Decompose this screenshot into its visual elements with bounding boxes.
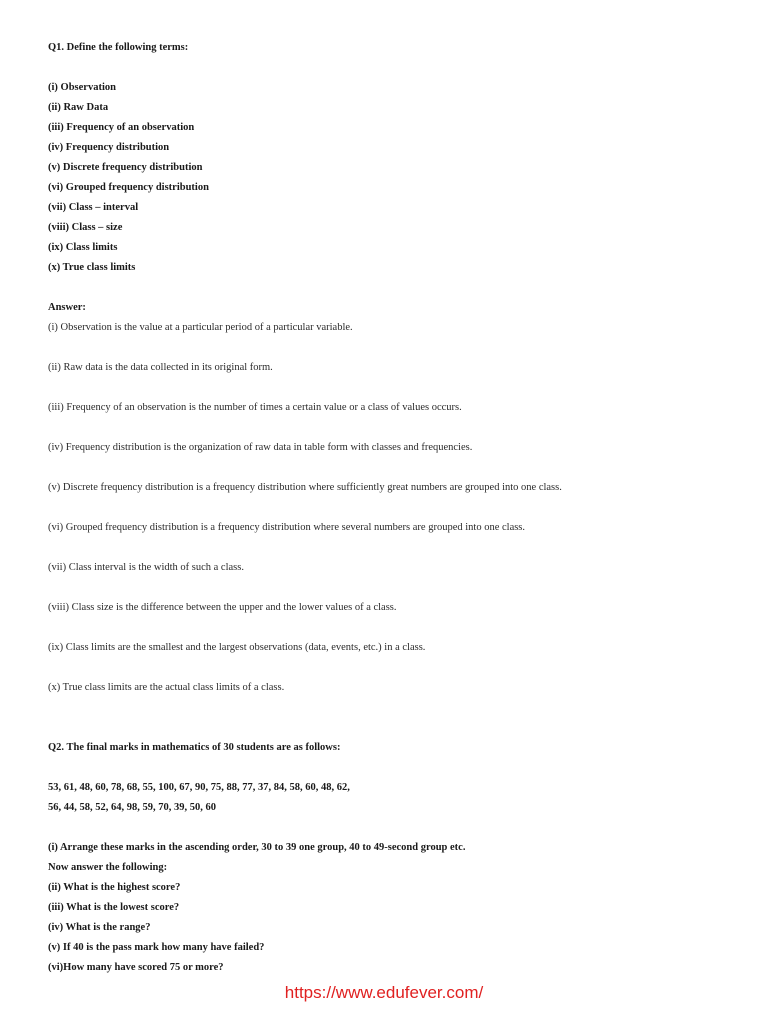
q2-question: (vi)How many have scored 75 or more? bbox=[48, 962, 224, 973]
footer bbox=[0, 983, 768, 1003]
q2-title: Q2. The final marks in mathematics of 30 students are as follows: bbox=[48, 742, 341, 753]
q1-term: (iv) Frequency distribution bbox=[48, 142, 170, 153]
q2-question: (iv) What is the range? bbox=[48, 922, 151, 933]
q1-title: Q1. Define the following terms: bbox=[48, 42, 189, 53]
answer-label: Answer: bbox=[48, 302, 86, 313]
document-page bbox=[48, 38, 738, 978]
q2-marks-line: 56, 44, 58, 52, 64, 98, 59, 70, 39, 50, 60 bbox=[48, 802, 216, 813]
q1-term: (viii) Class – size bbox=[48, 222, 123, 233]
q2-question: (ii) What is the highest score? bbox=[48, 882, 181, 893]
q1-term: (i) Observation bbox=[48, 82, 116, 93]
answer-line: (ix) Class limits are the smallest and the largest observations (data, events, etc.) in a class. bbox=[48, 642, 426, 653]
answer-line: (i) Observation is the value at a particular period of a particular variable. bbox=[48, 322, 353, 333]
answer-line: (iii) Frequency of an observation is the number of times a certain value or a class of values occurs. bbox=[48, 402, 462, 413]
q1-term: (x) True class limits bbox=[48, 262, 136, 273]
q1-term: (vi) Grouped frequency distribution bbox=[48, 182, 209, 193]
q1-term: (iii) Frequency of an observation bbox=[48, 122, 195, 133]
q1-term: (ii) Raw Data bbox=[48, 102, 109, 113]
answer-line: (v) Discrete frequency distribution is a frequency distribution where sufficiently great numbers are grouped into one class. bbox=[48, 482, 562, 493]
answer-line: (viii) Class size is the difference between the upper and the lower values of a class. bbox=[48, 602, 397, 613]
q2-question: (v) If 40 is the pass mark how many have failed? bbox=[48, 942, 265, 953]
q2-question: (iii) What is the lowest score? bbox=[48, 902, 180, 913]
answer-line: (vi) Grouped frequency distribution is a frequency distribution where several numbers are grouped into one class. bbox=[48, 522, 526, 533]
answer-line: (ii) Raw data is the data collected in its original form. bbox=[48, 362, 273, 373]
footer-url-link[interactable]: https://www.edufever.com/ bbox=[284, 983, 484, 1002]
answer-line: (vii) Class interval is the width of such a class. bbox=[48, 562, 244, 573]
q1-term: (ix) Class limits bbox=[48, 242, 118, 253]
q2-question: Now answer the following: bbox=[48, 862, 168, 873]
answer-line: (x) True class limits are the actual class limits of a class. bbox=[48, 682, 285, 693]
q2-marks-line: 53, 61, 48, 60, 78, 68, 55, 100, 67, 90, 75, 88, 77, 37, 84, 58, 60, 48, 62, bbox=[48, 782, 350, 793]
q1-term: (vii) Class – interval bbox=[48, 202, 139, 213]
q1-term: (v) Discrete frequency distribution bbox=[48, 162, 203, 173]
q2-question: (i) Arrange these marks in the ascending order, 30 to 39 one group, 40 to 49-second group etc. bbox=[48, 842, 466, 853]
answer-line: (iv) Frequency distribution is the organization of raw data in table form with classes and frequencies. bbox=[48, 442, 473, 453]
